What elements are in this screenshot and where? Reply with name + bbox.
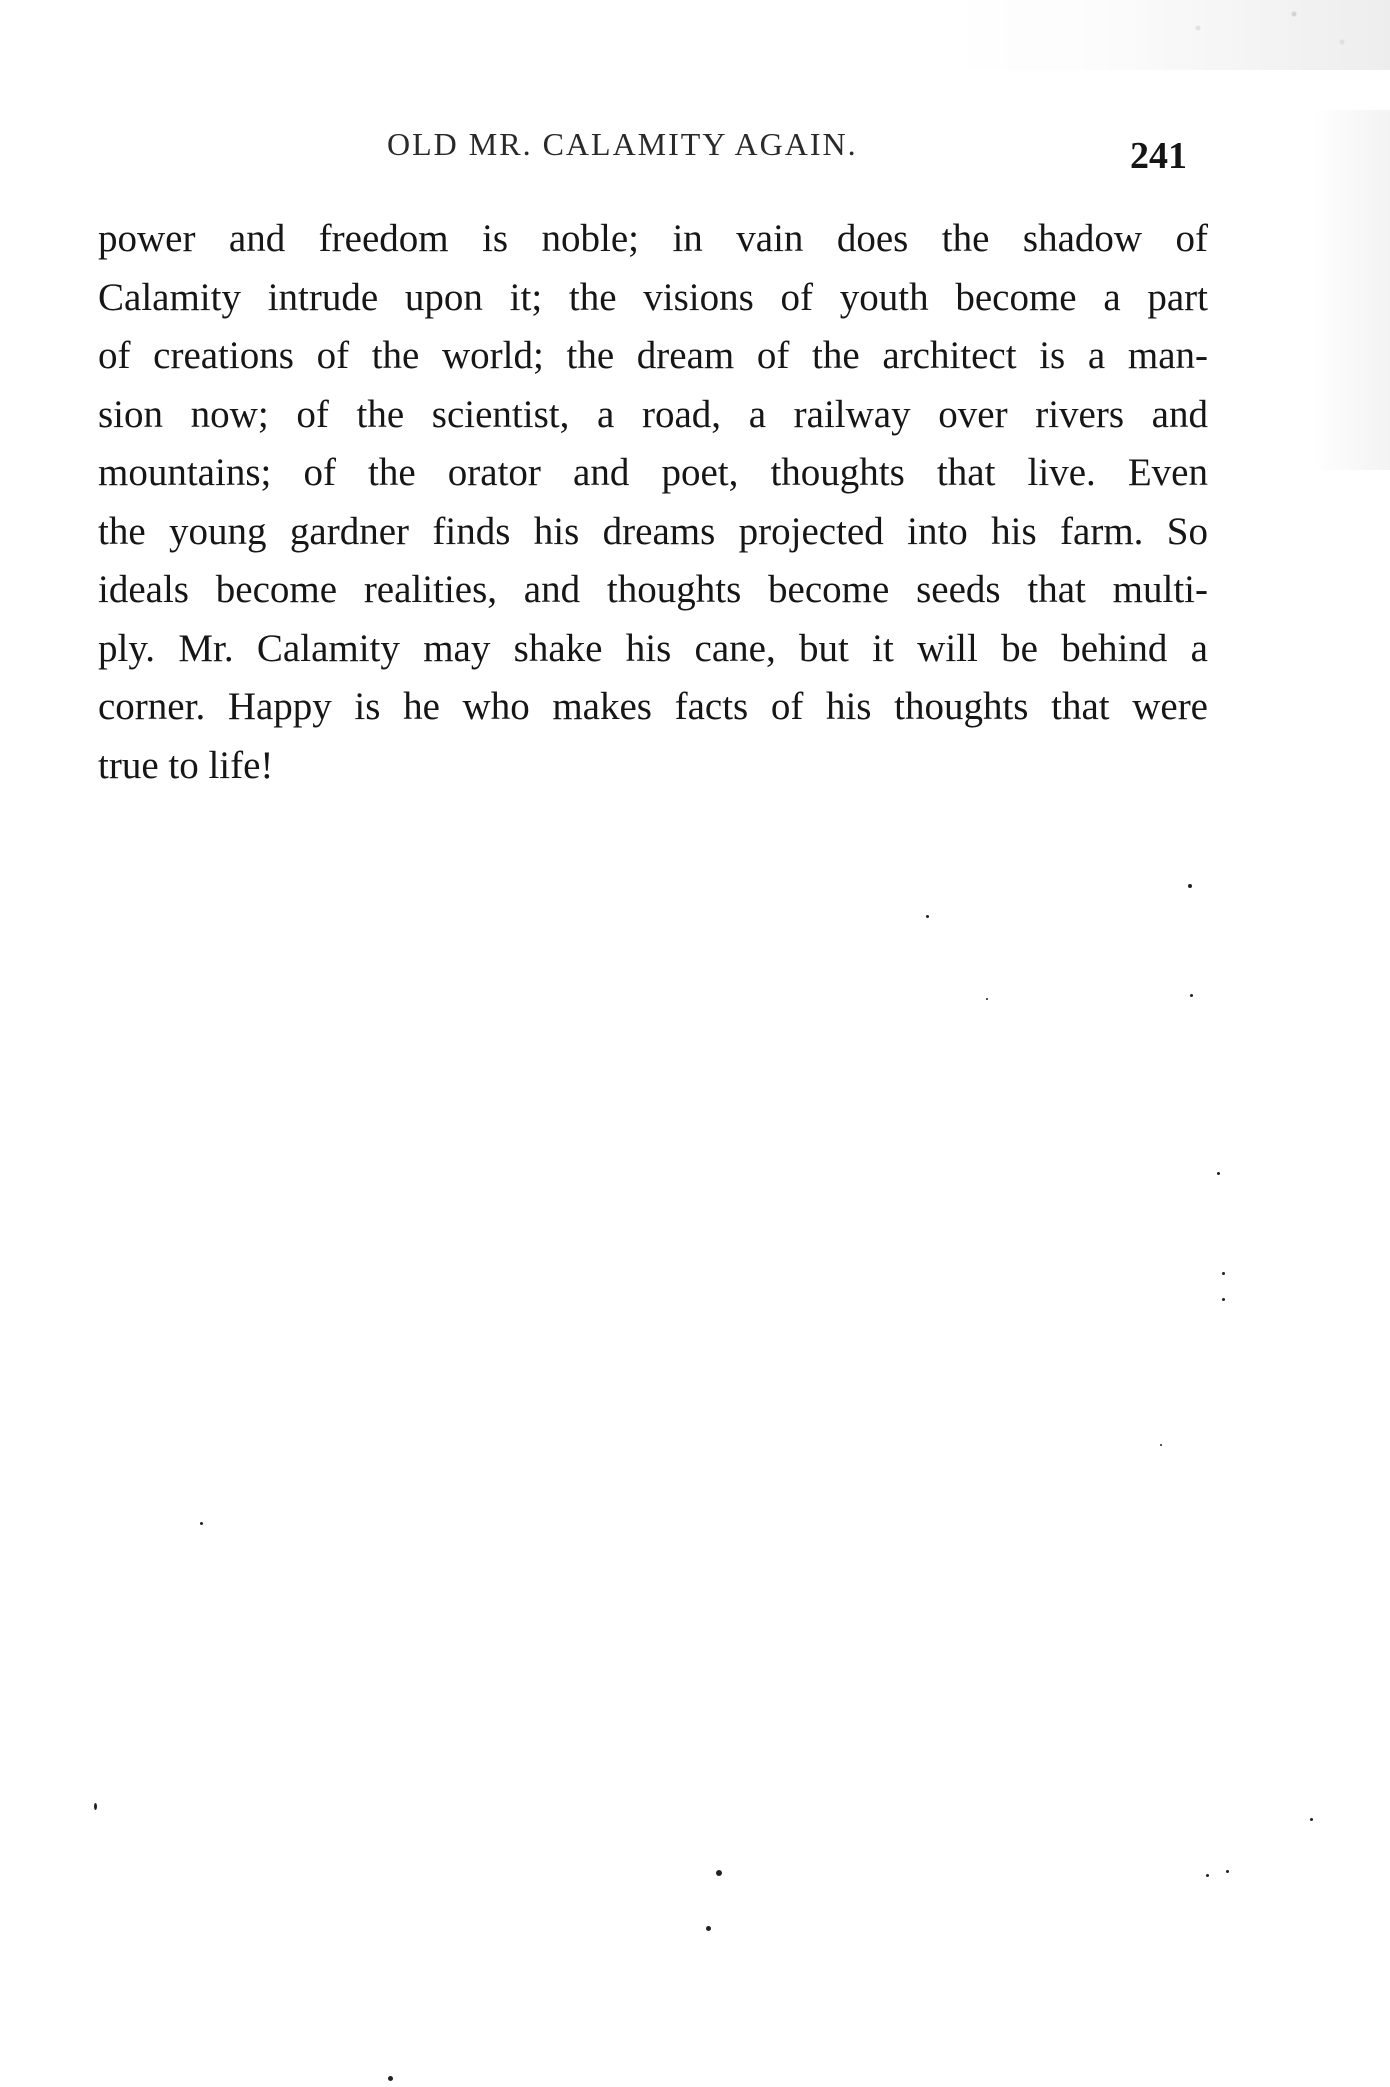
scan-speck — [706, 1926, 711, 1931]
text-line: ideals become realities, and thoughts become seeds that multi- — [98, 568, 1208, 611]
scan-speck — [1222, 1272, 1225, 1275]
scan-speck — [1310, 1818, 1313, 1821]
text-line: corner. Happy is he who makes facts of his thoughts that were — [98, 685, 1208, 728]
running-head — [0, 126, 1390, 177]
text-line: the young gardner finds his dreams projected into his farm. So — [98, 509, 1208, 553]
text-line: true to life! — [98, 743, 274, 787]
text-line: mountains; of the orator and poet, thoughts that live. Even — [98, 451, 1208, 494]
text-line: of creations of the world; the dream of the architect is a man- — [98, 334, 1208, 377]
scan-speck — [1226, 1870, 1229, 1873]
scan-speck — [1222, 1298, 1225, 1301]
scan-noise-top — [910, 0, 1390, 70]
scan-speck — [716, 1870, 722, 1876]
scan-speck — [388, 2076, 393, 2081]
scan-speck — [1190, 994, 1193, 997]
scan-speck — [94, 1803, 97, 1810]
text-line: power and freedom is noble; in vain does the shadow of — [98, 217, 1208, 260]
scan-speck — [200, 1522, 203, 1525]
scan-speck — [1188, 884, 1192, 888]
scan-speck — [986, 998, 988, 1000]
scan-speck — [1160, 1444, 1162, 1446]
scan-speck — [1206, 1874, 1209, 1877]
body-paragraph — [98, 210, 1208, 795]
page-number: 241 — [1130, 135, 1187, 177]
text-line: sion now; of the scientist, a road, a railway over rivers and — [98, 392, 1208, 436]
scan-speck — [1217, 1172, 1220, 1175]
text-line: Calamity intrude upon it; the visions of youth become a part — [98, 275, 1208, 319]
text-line: ply. Mr. Calamity may shake his cane, but it will be behind a — [98, 626, 1208, 670]
running-head-title: OLD MR. CALAMITY AGAIN. — [387, 126, 858, 162]
scan-speck — [926, 915, 929, 918]
